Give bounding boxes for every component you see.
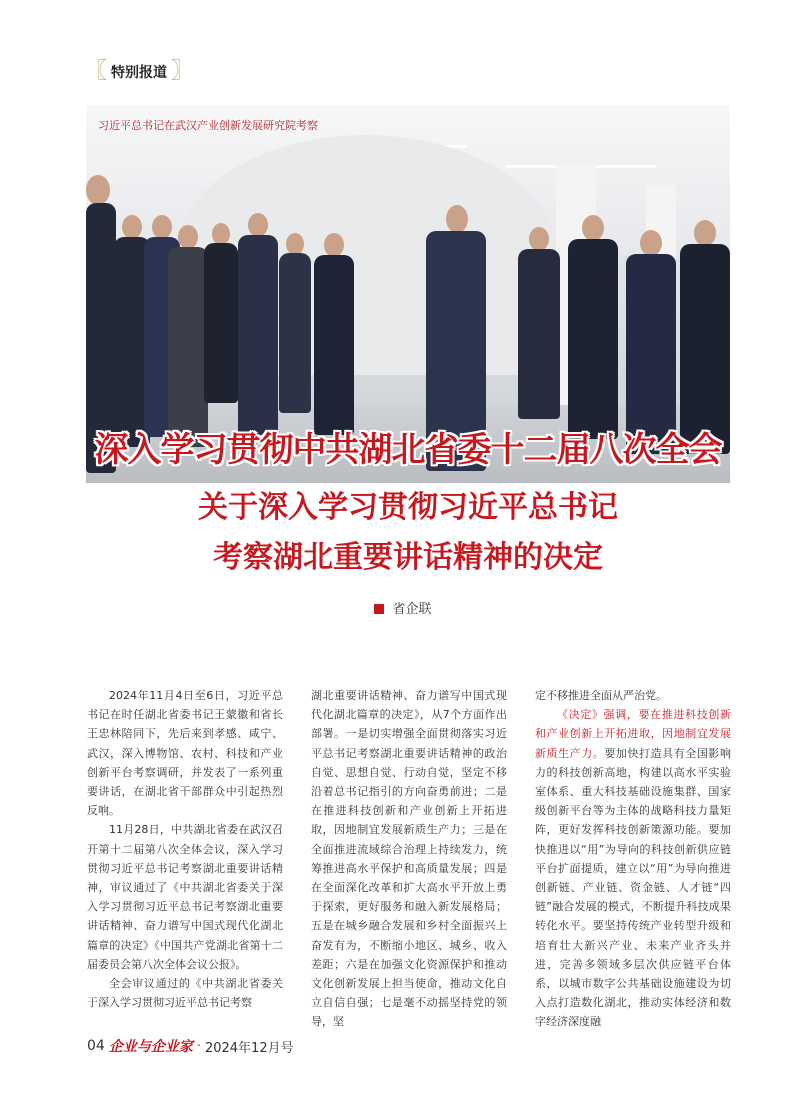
footer-dot: · (196, 1038, 201, 1054)
headline-line-1: 深入学习贯彻中共湖北省委十二届八次全会 (94, 430, 722, 470)
bracket-left-icon: 〖 (85, 59, 108, 84)
photo-caption: 习近平总书记在武汉产业创新发展研究院考察 (98, 119, 318, 132)
headline-line-3: 考察湖北重要讲话精神的决定 (213, 540, 603, 575)
paragraph: 11月28日，中共湖北省委在武汉召开第十二届第八次全体会议，深入学习贯彻习近平总书记考察湖北重要讲话精神，审议通过了《中共湖北省委关于深入学习贯彻习近平总书记考察湖北重要讲话精神、奋力谱写中国式现代化湖北篇章的决定》《中国共产党湖北省第十二届委员会第八次全体会议公报》。 (87, 823, 283, 971)
section-tag-label: 特别报道 (111, 65, 168, 81)
headline-line-2: 关于深入学习贯彻习近平总书记 (198, 490, 618, 525)
paragraph: 湖北重要讲话精神、奋力谱写中国式现代化湖北篇章的决定》，从7个方面作出部署。一是切实增强全面贯彻落实习近平总书记考察湖北重要讲话精神的政治自觉、思想自觉、行动自觉，坚定不移沿着总书记指引的方向奋勇前进；二是在推进科技创新和产业创新上开拓进取，因地制宜发展新质生产力；三是在全面推进流域综合治理上持续发力，统筹推进高水平保护和高质量发展；四是在全面深化改革和扩大高水平开放上勇于探索，更好服务和融入新发展格局；五是在城乡融合发展和乡村全面振兴上奋发有为，不断缩小地区、城乡、收入差距；六是在加强文化资源保护和推动文化创新发展上担当使命，推动文化自立自信自强；七是毫不动摇坚持党的领导，坚 (311, 689, 507, 1029)
bracket-right-icon: 〗 (171, 59, 194, 84)
highlight-text: 《决定》强调，要在推进科技创新和产业创新上开拓进取，因地制宜发展新质生产力。 (535, 708, 731, 760)
body-column-3 (535, 686, 731, 1032)
issue-date: 2024年12月号 (204, 1040, 294, 1056)
paragraph (535, 705, 731, 1031)
page-number: 04 (87, 1038, 105, 1054)
byline-author: 省企联 (392, 602, 432, 617)
page-footer (87, 1035, 294, 1057)
body-column-1 (87, 686, 283, 1012)
red-square-icon (374, 604, 384, 614)
paragraph-text: 要加快打造具有全国影响力的科技创新高地，构建以高水平实验室体系、重大科技基础设施集群、国家级创新平台等为主体的战略科技力量矩阵，更好发挥科技创新策源功能。要加快推进以“用”为导向的科技创新供应链平台扩面提质，建立以“用”为导向推进创新链、产业链、资金链、人才链“四链”融合发展的模式，不断提升科技成果转化水平。要坚持传统产业转型升级和培育壮大新兴产业、未来产业齐头并进，完善多领域多层次供应链平台体系，以城市数字公共基础设施建设为切入点打造数化湖北，推动实体经济和数字经济深度融 (535, 746, 731, 1029)
section-tag (85, 60, 193, 84)
paragraph: 2024年11月4日至6日，习近平总书记在时任湖北省委书记王蒙徽和省长王忠林陪同下，先后来到孝感、咸宁、武汉，深入博物馆、农村、科技和产业创新平台考察调研，并发表了一系列重要讲话，在湖北省干部群众中引起热烈反响。 (87, 689, 283, 818)
paragraph: 全会审议通过的《中共湖北省委关于深入学习贯彻习近平总书记考察 (87, 977, 283, 1010)
magazine-logo: 企业与企业家 (108, 1039, 193, 1055)
byline (0, 598, 806, 617)
body-column-2 (311, 686, 507, 1032)
paragraph: 定不移推进全面从严治党。 (535, 689, 667, 702)
